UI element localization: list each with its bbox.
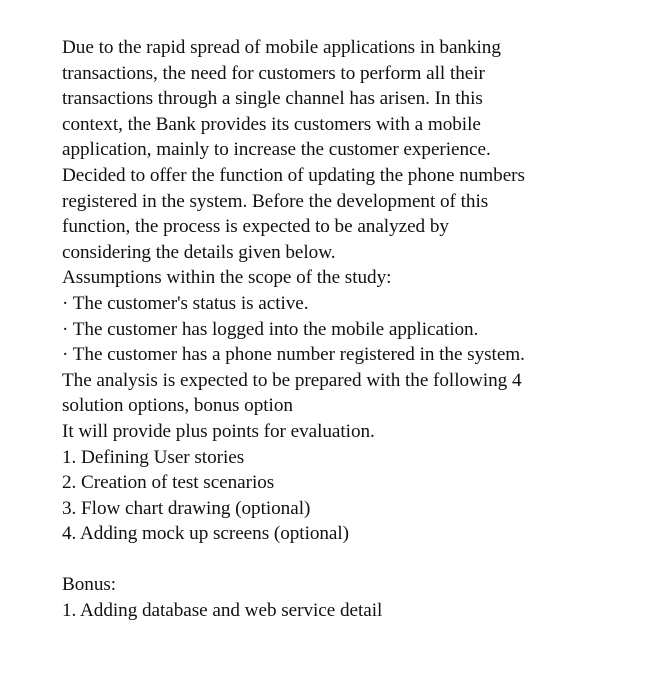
blank-line	[62, 547, 642, 573]
option-item: 2. Creation of test scenarios	[62, 472, 275, 494]
bonus-list	[62, 598, 642, 624]
assumptions-list	[62, 291, 642, 368]
intro-line: Due to the rapid spread of mobile applications in banking	[62, 37, 501, 58]
intro-line: context, the Bank provides its customers with a mobile	[62, 113, 481, 135]
option-item: 4. Adding mock up screens (optional)	[62, 523, 350, 545]
intro-line: application, mainly to increase the customer experience.	[62, 139, 491, 161]
intro-paragraph	[62, 35, 642, 265]
intro-line: transactions, the need for customers to perform all their	[62, 62, 485, 84]
intro-line: Decided to offer the function of updating the phone numbers	[62, 164, 525, 186]
analysis-line: The analysis is expected to be prepared with the following 4	[62, 369, 522, 391]
options-list	[62, 445, 642, 547]
assumption-item: · The customer has logged into the mobile application.	[62, 318, 479, 340]
assumption-item: · The customer's status is active.	[62, 292, 309, 314]
assumption-item: · The customer has a phone number registered in the system.	[62, 344, 525, 366]
intro-line: transactions through a single channel has arisen. In this	[62, 88, 483, 110]
analysis-paragraph	[62, 368, 642, 445]
intro-line: registered in the system. Before the development of this	[62, 190, 489, 212]
option-item: 3. Flow chart drawing (optional)	[62, 497, 311, 519]
bonus-heading: Bonus:	[62, 574, 117, 596]
document-body	[62, 35, 642, 624]
intro-line: considering the details given below.	[62, 241, 336, 263]
option-item: 1. Defining User stories	[62, 446, 245, 468]
bonus-item: 1. Adding database and web service detail	[62, 600, 383, 622]
assumptions-heading: Assumptions within the scope of the study:	[62, 267, 392, 289]
analysis-line: It will provide plus points for evaluation.	[62, 420, 375, 442]
analysis-line: solution options, bonus option	[62, 395, 293, 417]
intro-line: function, the process is expected to be analyzed by	[62, 216, 449, 238]
